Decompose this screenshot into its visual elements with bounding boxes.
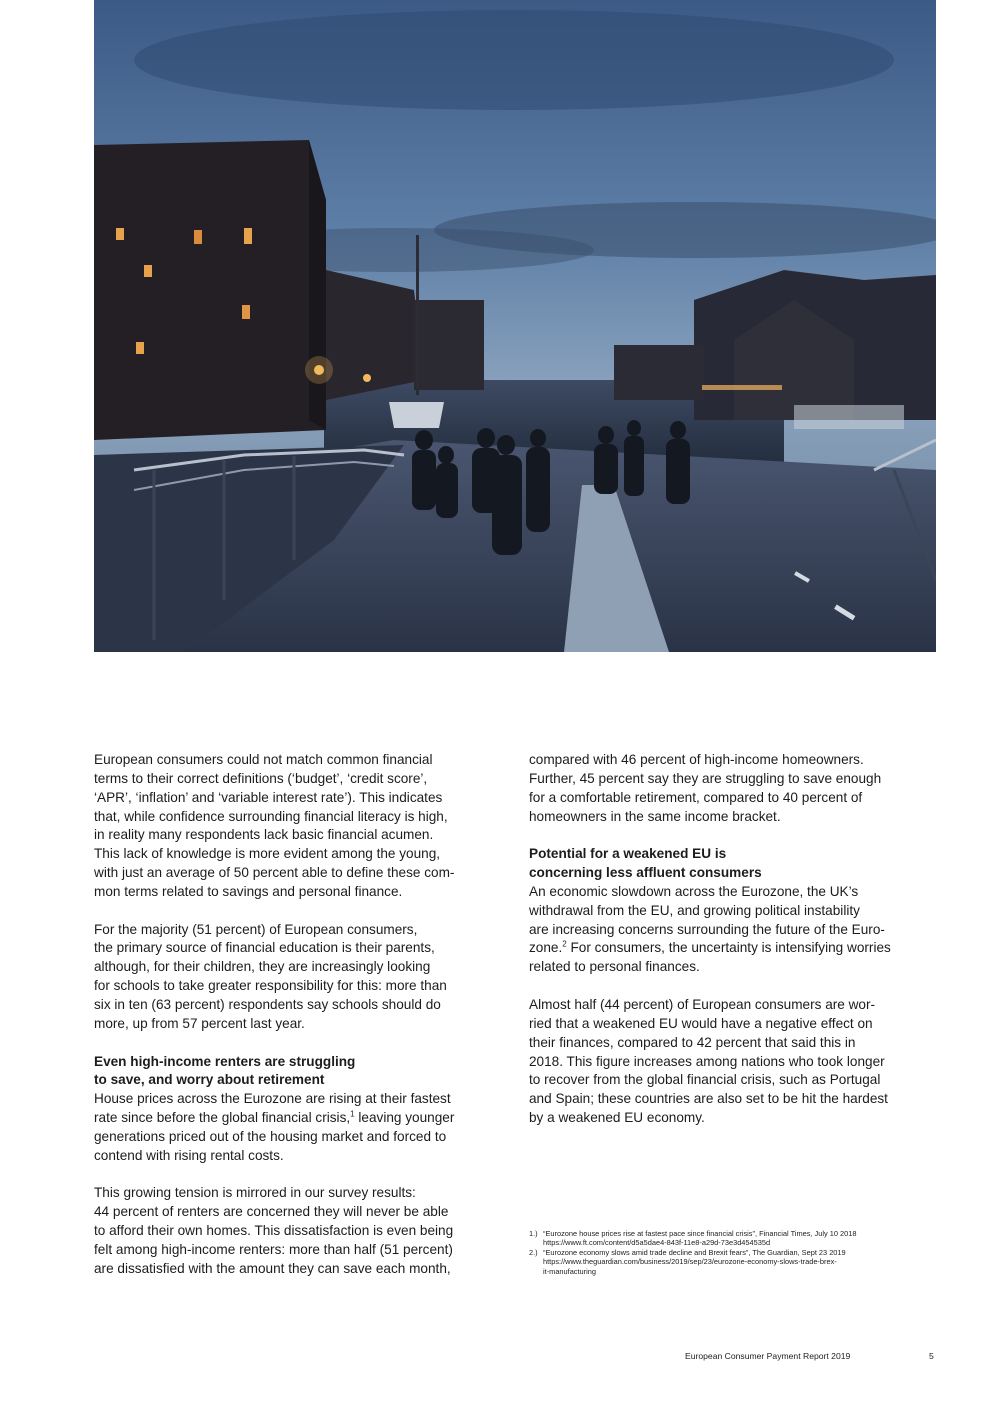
footnote xyxy=(529,1248,929,1276)
cover-photo xyxy=(94,0,936,652)
body-paragraph xyxy=(94,1090,504,1165)
page-number: 5 xyxy=(929,1351,934,1361)
footnote-text: “Eurozone house prices rise at fastest pace since financial crisis”, Financial Times, July 10 2018 https://www.ft.com/content/d5a5dae4-843f-11e8-a29d-73e3d454535d xyxy=(543,1229,857,1248)
footnote-ref: 1 xyxy=(350,1109,355,1119)
section-heading: Potential for a weakened EU is concerning less affluent consumers xyxy=(529,846,762,881)
body-paragraph xyxy=(529,883,939,977)
text-span: House prices across the Eurozone are rising at their fastest rate since before the global financial crisis, xyxy=(94,1091,451,1126)
left-column xyxy=(94,751,504,1297)
footer-report-title: European Consumer Payment Report 2019 xyxy=(685,1351,851,1361)
text-span: An economic slowdown across the Eurozone, the UK’s withdrawal from the EU, and growing political instability are increasing concerns surrounding the future of the Euro- zone. xyxy=(529,883,885,956)
right-column xyxy=(529,751,939,1147)
footnote-ref: 2 xyxy=(562,939,567,949)
footnote-text: “Eurozone economy slows amid trade decline and Brexit fears”, The Guardian, Sept 23 2019 https://www.theguardian.com/business/2019/sep/23/eurozone-economy-slows-trade-brex- it-manufacturing xyxy=(543,1247,846,1276)
cover-photo-illustration xyxy=(94,0,936,652)
footnote-number: 2.) xyxy=(529,1247,538,1257)
body-paragraph: For the majority (51 percent) of European consumers, the primary source of financial education is their parents, although, for their children, they are increasingly looking for schools to take greater responsibility for this: more than six in ten (63 percent) respondents say schools should do more, up from 57 percent last year. xyxy=(94,921,447,1031)
body-paragraph: compared with 46 percent of high-income homeowners. Further, 45 percent say they are struggling to save enough for a comfortable retirement, compared to 40 percent of homeowners in the same income bracket. xyxy=(529,752,882,824)
footnote xyxy=(529,1229,929,1248)
section-heading: Even high-income renters are struggling to save, and worry about retirement xyxy=(94,1053,356,1088)
text-span: leaving younger generations priced out of the housing market and forced to contend with rising rental costs. xyxy=(94,1110,455,1163)
text-span: For consumers, the uncertainty is intensifying worries related to personal finances. xyxy=(529,940,891,975)
footnote-number: 1.) xyxy=(529,1229,538,1238)
body-paragraph: This growing tension is mirrored in our survey results: 44 percent of renters are concerned they will never be able to afford their own homes. This dissatisfaction is even being felt among high-income renters: more than half (51 percent) are dissatisfied with the amount they can save each month, xyxy=(94,1185,454,1276)
body-paragraph: European consumers could not match common financial terms to their correct definitions (‘budget’, ‘credit score’, ‘APR’, ‘inflation’ and ‘variable interest rate’). This indicates that, while confidence surrounding financial literacy is high, in reality many respondents lack basic financial acumen. This lack of knowledge is more evident among the young, with just an average of 50 percent able to define these com- mon terms related to savings and personal finance. xyxy=(94,752,455,899)
body-paragraph: Almost half (44 percent) of European consumers are wor- ried that a weakened EU would have a negative effect on their finances, compared to 42 percent that said this in 2018. This figure increases among nations who took longer to recover from the global financial crisis, such as Portugal and Spain; these countries are also set to be hit the hardest by a weakened EU economy. xyxy=(529,996,888,1126)
footnotes xyxy=(529,1229,929,1276)
